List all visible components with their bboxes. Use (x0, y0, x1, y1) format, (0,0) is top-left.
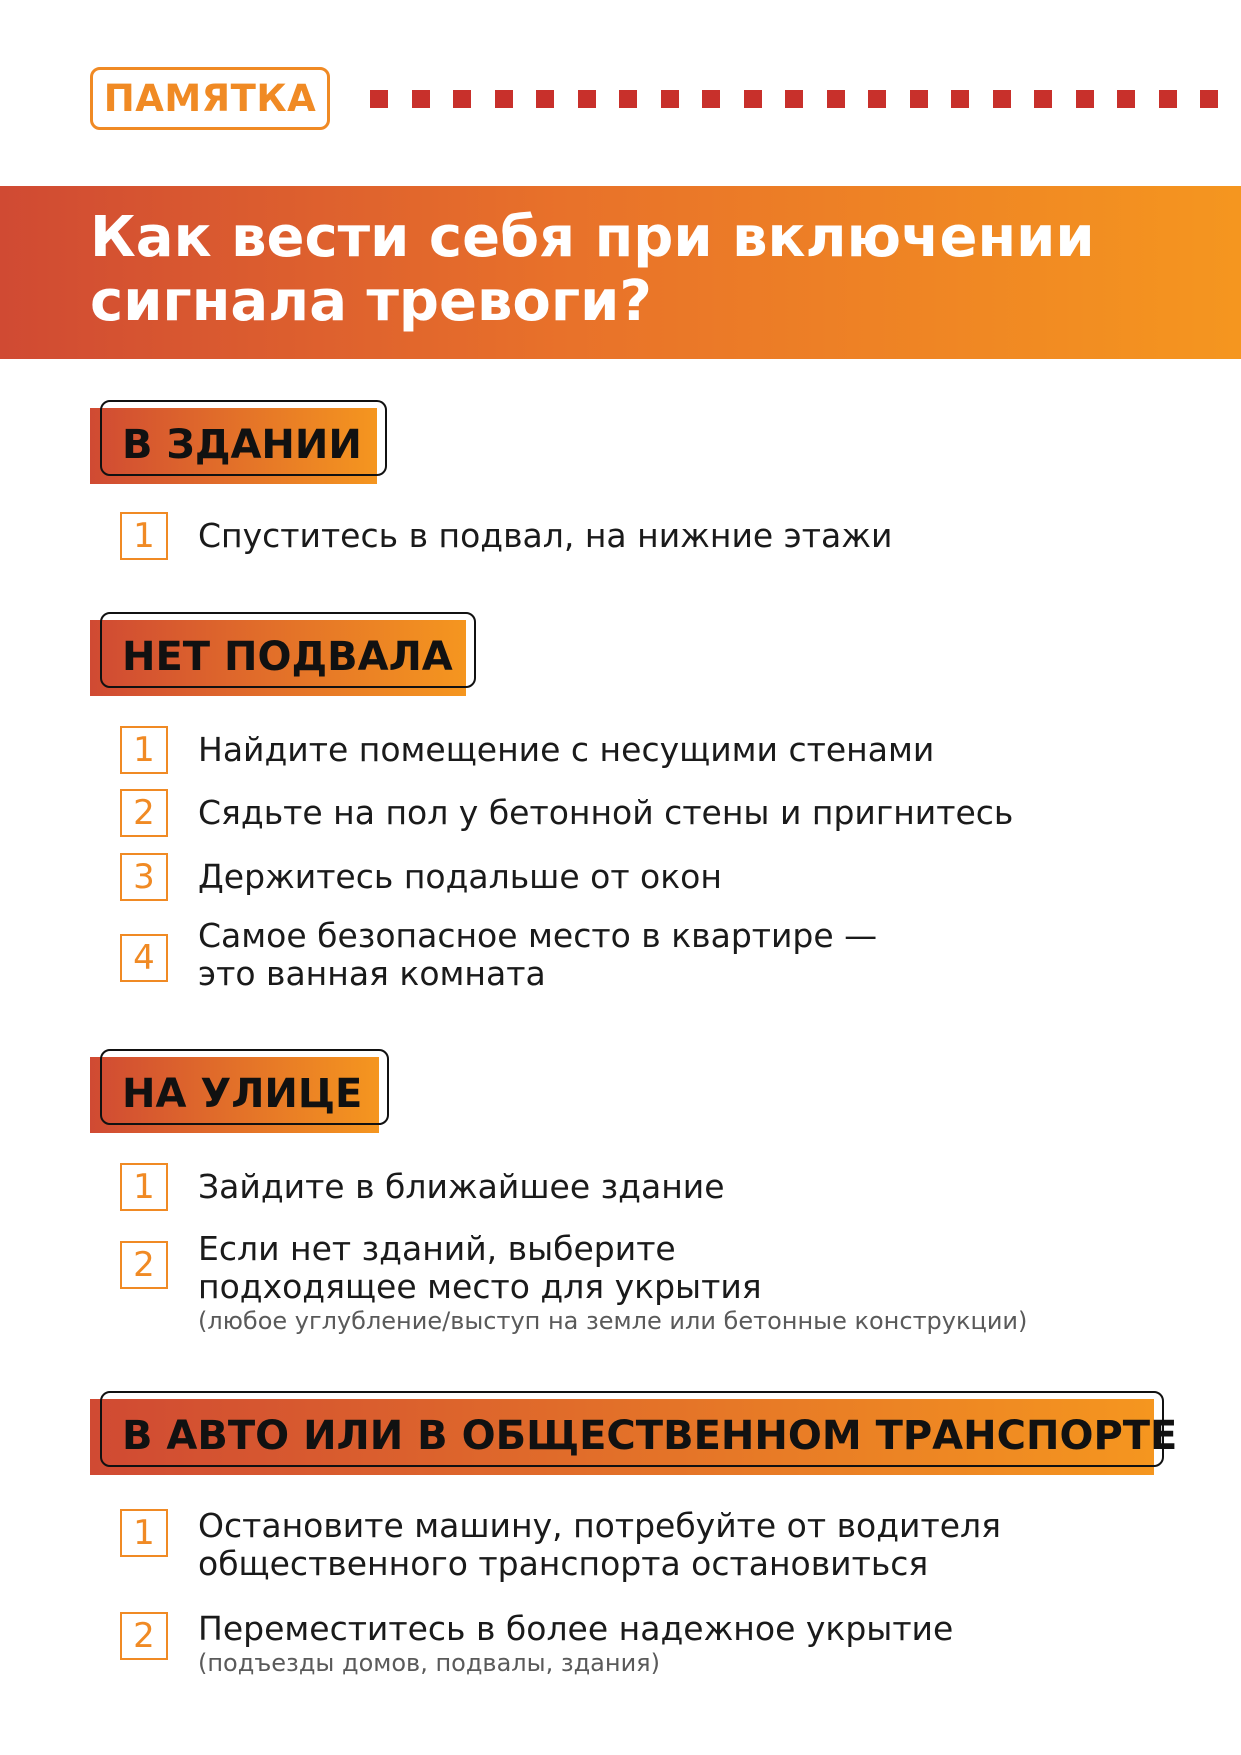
dot-square (619, 90, 637, 108)
dot-square (536, 90, 554, 108)
step-note: (подъезды домов, подвалы, здания) (198, 1649, 660, 1677)
dot-square (785, 90, 803, 108)
dot-square (495, 90, 513, 108)
dot-square (1034, 90, 1052, 108)
section-header-in-transport (90, 1391, 1178, 1475)
step-text: Переместитесь в более надежное укрытие (подъезды домов, подвалы, здания) (198, 1609, 954, 1677)
step-note: (любое углубление/выступ на земле или бетонные конструкции) (198, 1307, 1028, 1335)
dot-square (661, 90, 679, 108)
step-text: Самое безопасное место в квартире — это ванная комната (198, 916, 878, 993)
step-number: 1 (120, 1163, 168, 1211)
section-title: НЕТ ПОДВАЛА (122, 634, 453, 680)
dot-square (1200, 90, 1218, 108)
dot-square (412, 90, 430, 108)
dot-square (1159, 90, 1177, 108)
page-title: Как вести себя при включении сигнала тревоги? (90, 205, 1095, 334)
step-text: Держитесь подальше от окон (198, 857, 722, 896)
dot-square (453, 90, 471, 108)
section-title: В ЗДАНИИ (122, 422, 362, 468)
step-text: Спуститесь в подвал, на нижние этажи (198, 516, 893, 555)
dot-square (910, 90, 928, 108)
dot-square (1076, 90, 1094, 108)
section-header-in-building (90, 400, 387, 484)
section-title: НА УЛИЦЕ (122, 1071, 363, 1117)
dot-square (993, 90, 1011, 108)
step-number: 3 (120, 853, 168, 901)
step-text: Если нет зданий, выберите подходящее место для укрытия (любое углубление/выступ на земле или бетонные конструкции) (198, 1229, 1028, 1335)
decorative-dotted-line (370, 90, 1230, 110)
step-number: 1 (120, 512, 168, 560)
step-number: 2 (120, 1612, 168, 1660)
step-number: 1 (120, 1509, 168, 1557)
dot-square (1117, 90, 1135, 108)
dot-square (951, 90, 969, 108)
section-header-outdoors (90, 1049, 389, 1133)
dot-square (744, 90, 762, 108)
dot-square (578, 90, 596, 108)
dot-square (702, 90, 720, 108)
dot-square (827, 90, 845, 108)
step-number: 4 (120, 934, 168, 982)
dot-square (868, 90, 886, 108)
step-number: 2 (120, 1241, 168, 1289)
section-header-no-basement (90, 612, 476, 696)
step-text: Зайдите в ближайшее здание (198, 1167, 725, 1206)
step-number: 1 (120, 726, 168, 774)
title-banner (0, 186, 1241, 359)
memo-badge: ПАМЯТКА (90, 67, 330, 130)
step-text: Сядьте на пол у бетонной стены и пригнитесь (198, 793, 1014, 832)
step-number: 2 (120, 789, 168, 837)
step-text: Остановите машину, потребуйте от водителя общественного транспорта остановиться (198, 1506, 1001, 1583)
dot-square (370, 90, 388, 108)
section-title: В АВТО ИЛИ В ОБЩЕСТВЕННОМ ТРАНСПОРТЕ (122, 1413, 1178, 1459)
step-text: Найдите помещение с несущими стенами (198, 730, 935, 769)
